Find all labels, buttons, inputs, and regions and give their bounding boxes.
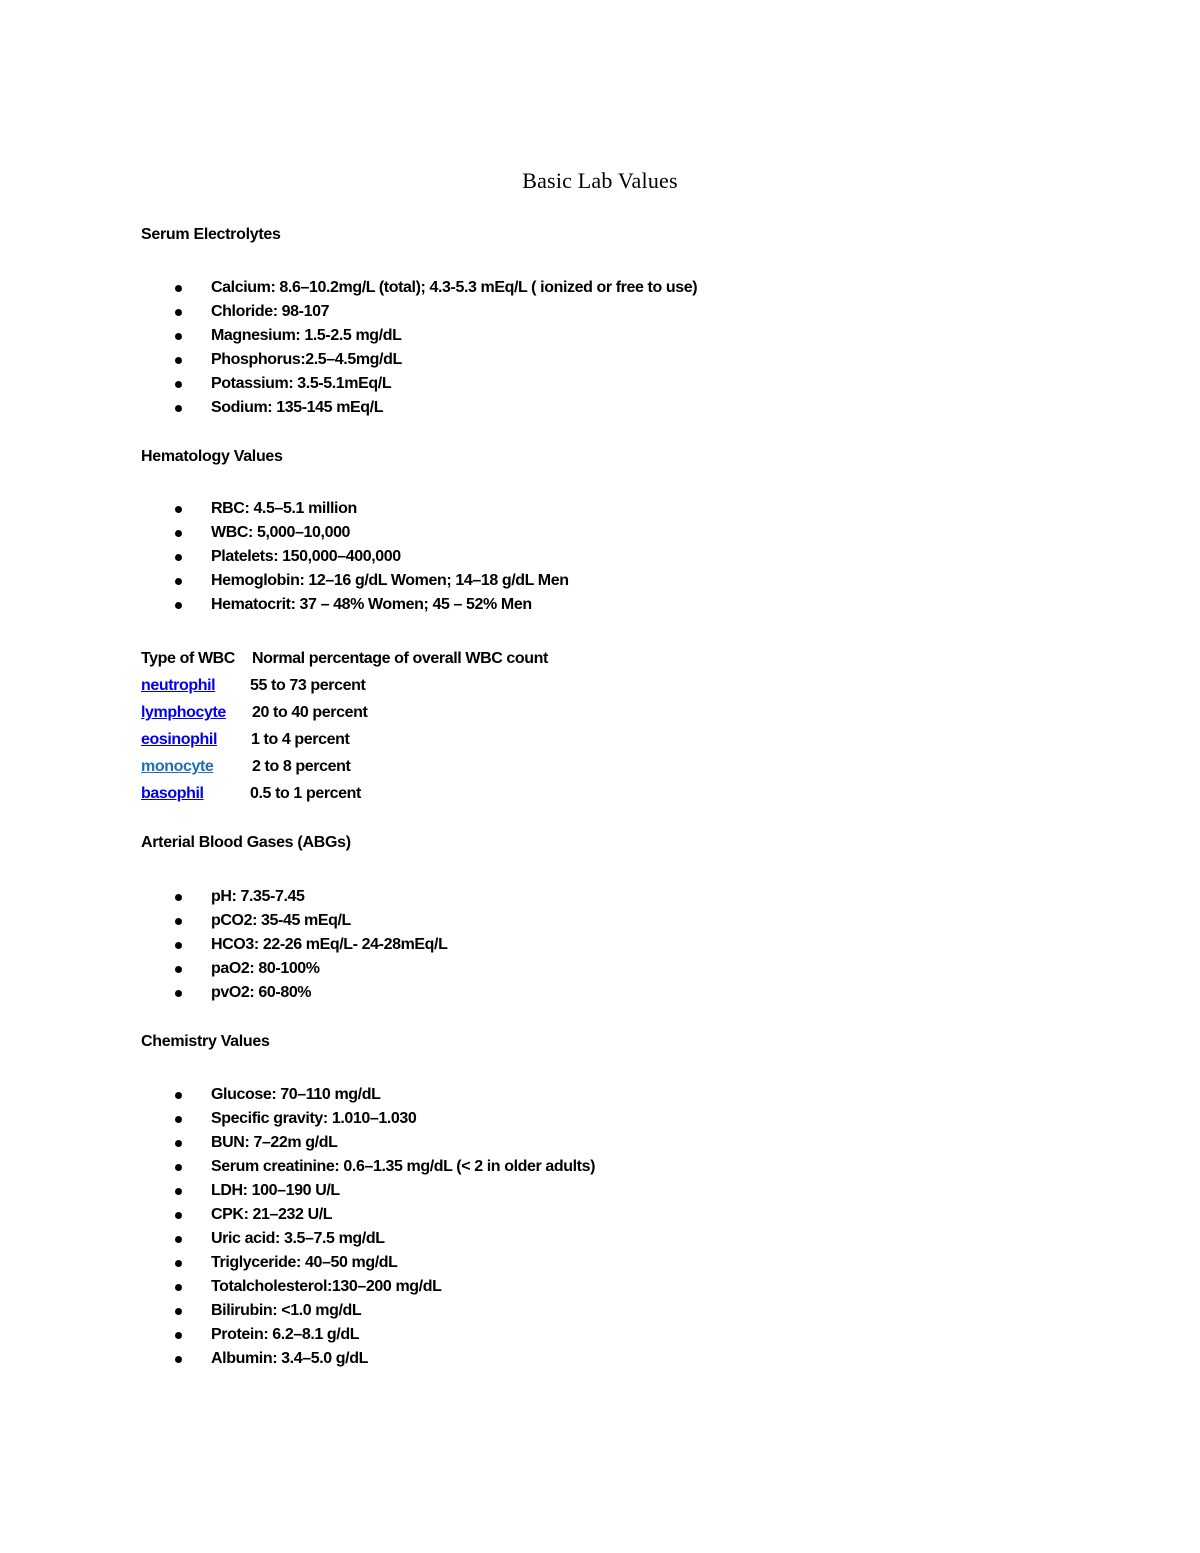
eosinophil-percent: 1 to 4 percent (251, 731, 350, 748)
list-item: BUN: 7–22m g/dL (0, 1131, 595, 1155)
list-item: Sodium: 135-145 mEq/L (0, 396, 697, 420)
list-item: Glucose: 70–110 mg/dL (0, 1083, 595, 1107)
bullet-icon (175, 1212, 182, 1219)
list-item: HCO3: 22-26 mEq/L- 24-28mEq/L (0, 933, 447, 957)
abg-list (0, 885, 447, 1005)
bullet-icon (175, 405, 182, 412)
list-item: pvO2: 60-80% (0, 981, 447, 1005)
list-item: Platelets: 150,000–400,000 (0, 545, 569, 569)
list-item: pH: 7.35-7.45 (0, 885, 447, 909)
bullet-icon (175, 506, 182, 513)
bullet-icon (175, 530, 182, 537)
monocyte-percent: 2 to 8 percent (252, 758, 351, 775)
bullet-icon (175, 1284, 182, 1291)
neutrophil-percent: 55 to 73 percent (250, 677, 366, 694)
list-item: Hemoglobin: 12–16 g/dL Women; 14–18 g/dL Men (0, 569, 569, 593)
list-item: Serum creatinine: 0.6–1.35 mg/dL (< 2 in older adults) (0, 1155, 595, 1179)
basophil-percent: 0.5 to 1 percent (250, 785, 361, 802)
basophil-link[interactable]: basophil (141, 785, 204, 802)
bullet-icon (175, 381, 182, 388)
bullet-icon (175, 918, 182, 925)
monocyte-link[interactable]: monocyte (141, 758, 214, 775)
eosinophil-link[interactable]: eosinophil (141, 731, 218, 748)
bullet-icon (175, 309, 182, 316)
hematology-list (0, 497, 569, 617)
bullet-icon (175, 1260, 182, 1267)
bullet-icon (175, 990, 182, 997)
bullet-icon (175, 1308, 182, 1315)
bullet-icon (175, 357, 182, 364)
list-item: WBC: 5,000–10,000 (0, 521, 569, 545)
list-item: CPK: 21–232 U/L (0, 1203, 595, 1227)
bullet-icon (175, 942, 182, 949)
serum-electrolytes-heading: Serum Electrolytes (141, 226, 281, 243)
list-item: Albumin: 3.4–5.0 g/dL (0, 1347, 595, 1371)
chemistry-list (0, 1083, 595, 1371)
bullet-icon (175, 966, 182, 973)
bullet-icon (175, 1332, 182, 1339)
list-item: pCO2: 35-45 mEq/L (0, 909, 447, 933)
bullet-icon (175, 1236, 182, 1243)
list-item: Calcium: 8.6–10.2mg/L (total); 4.3-5.3 mEq/L ( ionized or free to use) (0, 276, 697, 300)
list-item: Protein: 6.2–8.1 g/dL (0, 1323, 595, 1347)
bullet-icon (175, 602, 182, 609)
list-item: Triglyceride: 40–50 mg/dL (0, 1251, 595, 1275)
bullet-icon (175, 578, 182, 585)
bullet-icon (175, 1092, 182, 1099)
bullet-icon (175, 1140, 182, 1147)
lymphocyte-link[interactable]: lymphocyte (141, 704, 226, 721)
bullet-icon (175, 554, 182, 561)
wbc-header-percentage: Normal percentage of overall WBC count (252, 650, 548, 667)
hematology-heading: Hematology Values (141, 448, 283, 465)
list-item: Magnesium: 1.5-2.5 mg/dL (0, 324, 697, 348)
page-title: Basic Lab Values (522, 168, 678, 193)
abg-heading: Arterial Blood Gases (ABGs) (141, 834, 351, 851)
bullet-icon (175, 333, 182, 340)
list-item: paO2: 80-100% (0, 957, 447, 981)
bullet-icon (175, 285, 182, 292)
list-item: Chloride: 98-107 (0, 300, 697, 324)
list-item: Uric acid: 3.5–7.5 mg/dL (0, 1227, 595, 1251)
lymphocyte-percent: 20 to 40 percent (252, 704, 368, 721)
list-item: Totalcholesterol:130–200 mg/dL (0, 1275, 595, 1299)
serum-electrolytes-list (0, 276, 697, 420)
bullet-icon (175, 894, 182, 901)
list-item: Phosphorus:2.5–4.5mg/dL (0, 348, 697, 372)
list-item: RBC: 4.5–5.1 million (0, 497, 569, 521)
list-item: Hematocrit: 37 – 48% Women; 45 – 52% Men (0, 593, 569, 617)
bullet-icon (175, 1164, 182, 1171)
neutrophil-link[interactable]: neutrophil (141, 677, 216, 694)
list-item: LDH: 100–190 U/L (0, 1179, 595, 1203)
bullet-icon (175, 1356, 182, 1363)
wbc-header-type: Type of WBC (141, 650, 235, 667)
list-item: Specific gravity: 1.010–1.030 (0, 1107, 595, 1131)
bullet-icon (175, 1116, 182, 1123)
bullet-icon (175, 1188, 182, 1195)
chemistry-heading: Chemistry Values (141, 1033, 270, 1050)
list-item: Potassium: 3.5-5.1mEq/L (0, 372, 697, 396)
list-item: Bilirubin: <1.0 mg/dL (0, 1299, 595, 1323)
